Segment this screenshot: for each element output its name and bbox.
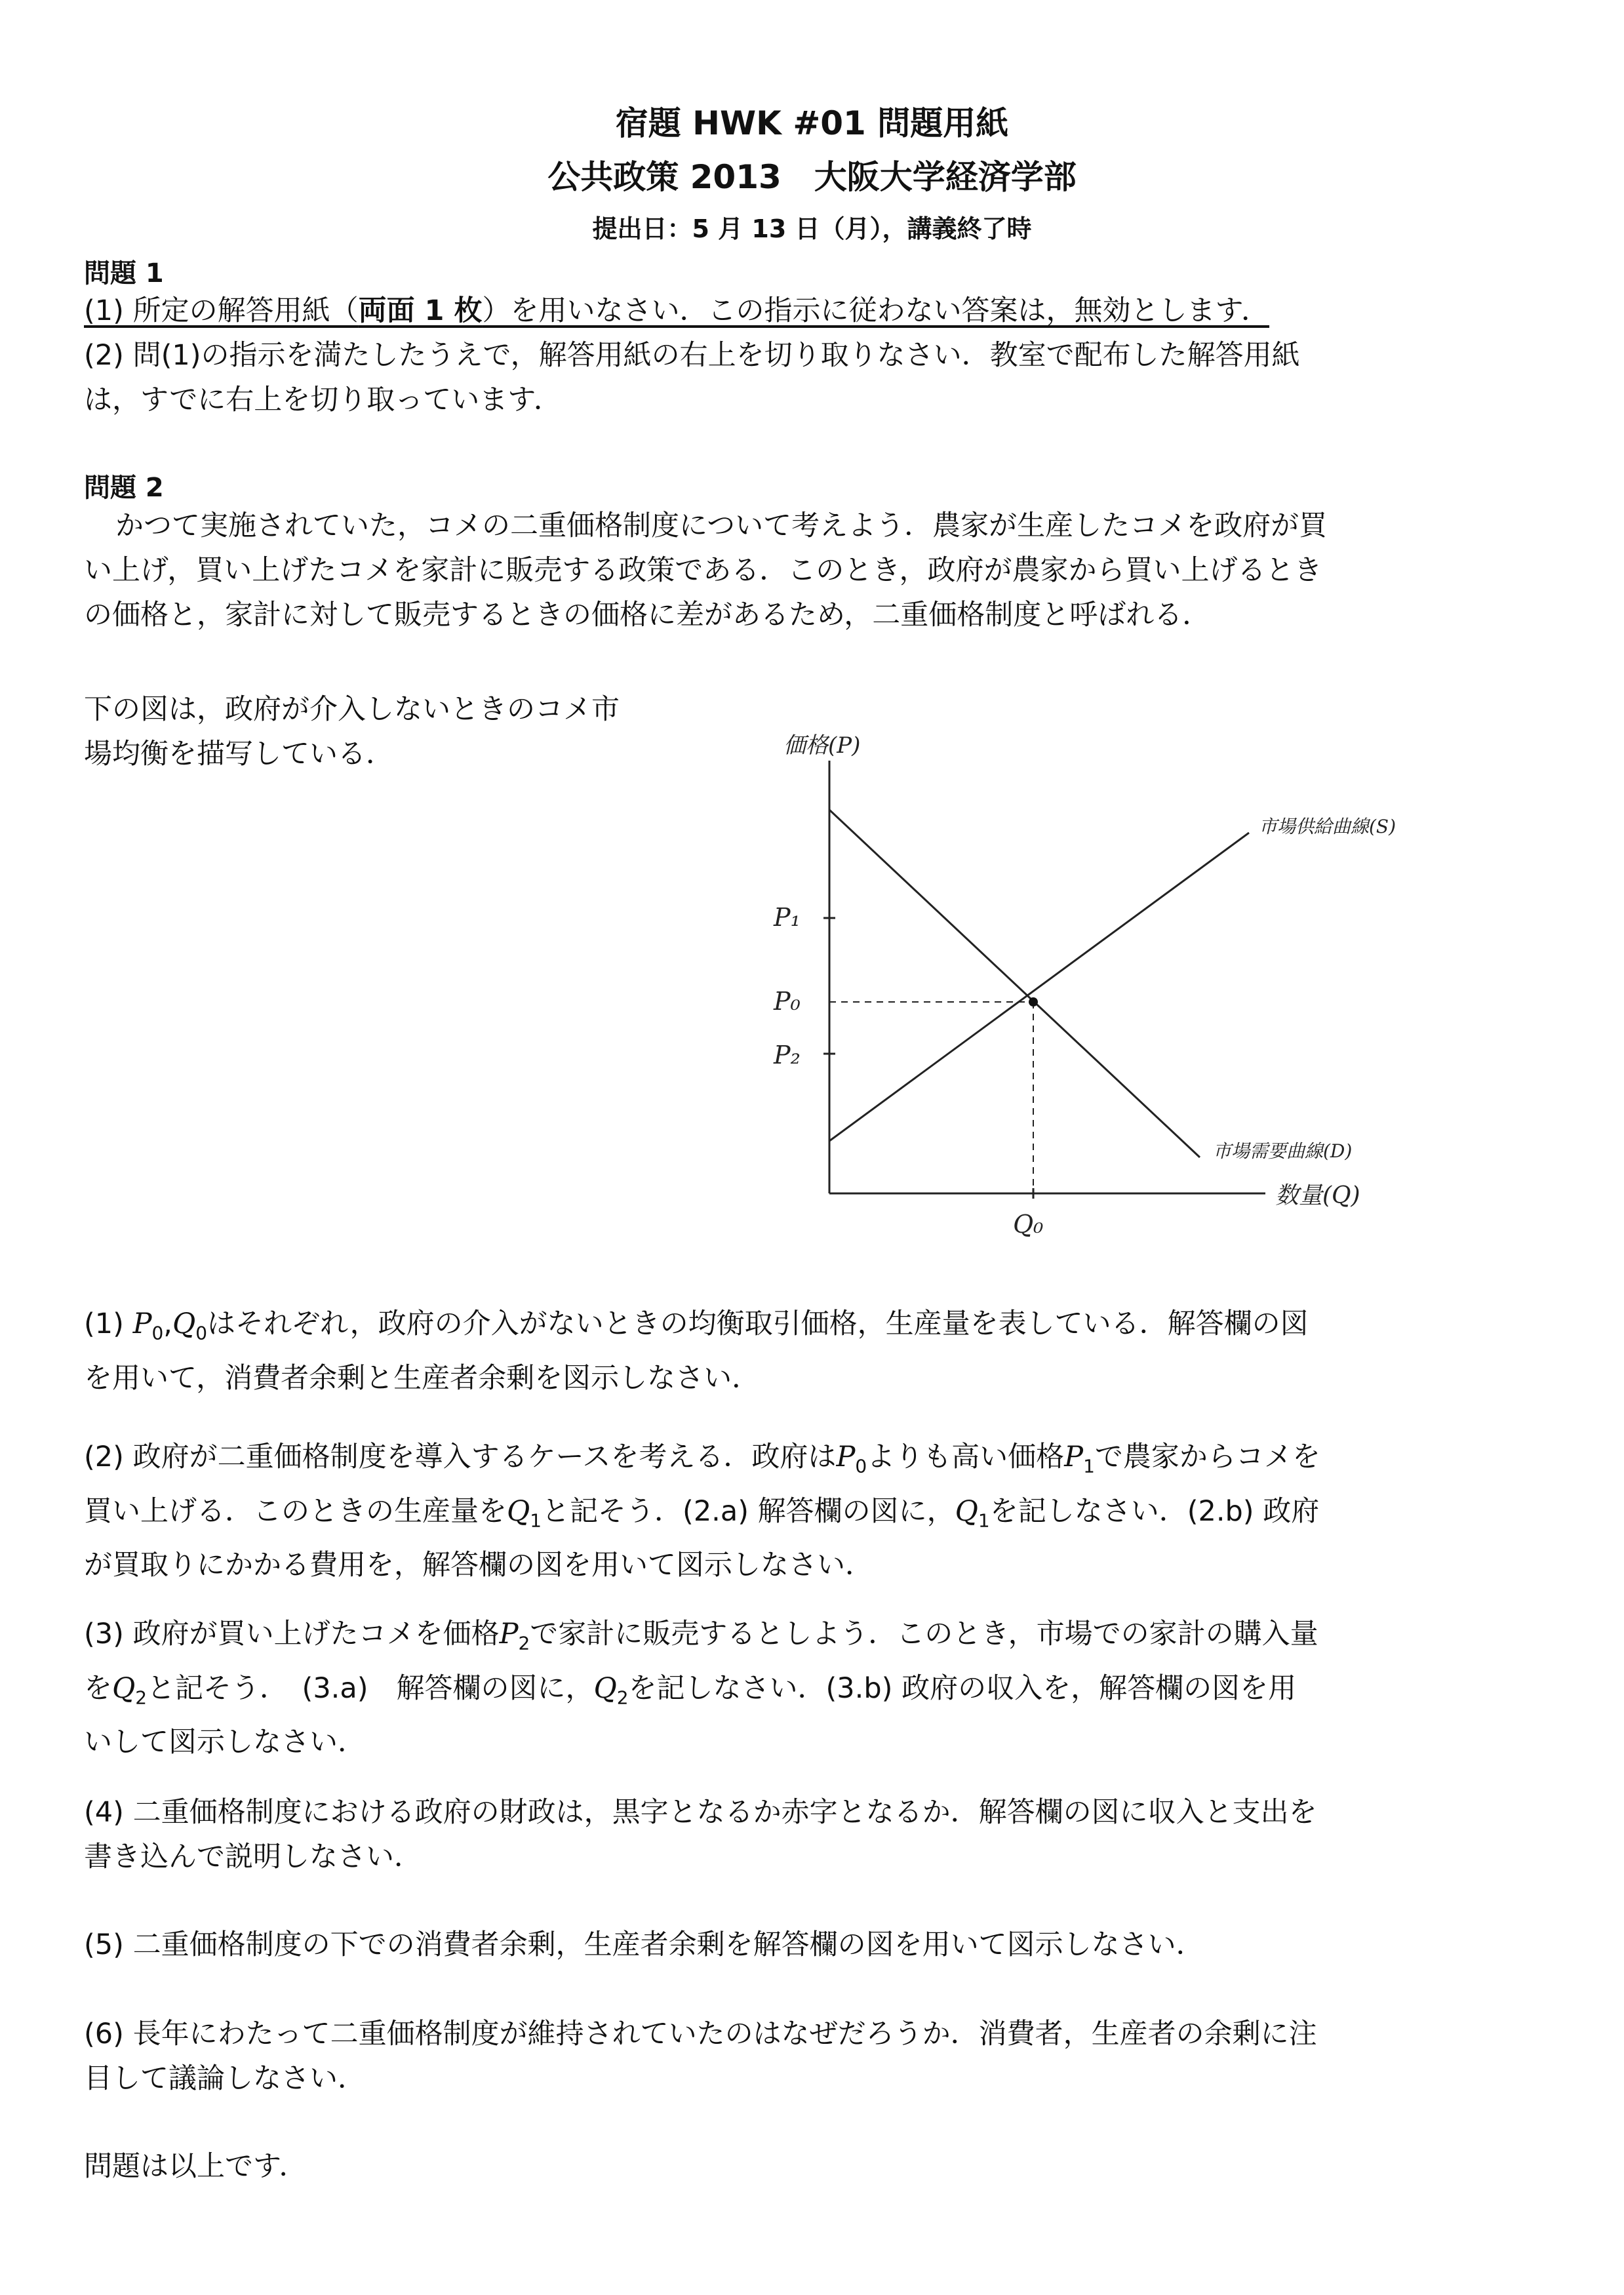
q1-heading: 問題 1 <box>84 258 164 289</box>
q1-item-2-line-1: (2) 問(1)の指示を満たしたうえで，解答用紙の右上を切り取りなさい．教室で配布した解答用紙 <box>84 339 1300 372</box>
subq-2-text-d: 買い上げる．このときの生産量を <box>84 1494 507 1528</box>
q1-item-1 <box>84 289 1526 333</box>
supply-curve <box>829 833 1249 1141</box>
y-axis-label: 価格(P) <box>783 732 861 759</box>
math-sub: 0 <box>195 1322 208 1344</box>
math-sub: 2 <box>518 1632 530 1654</box>
course-title: 公共政策 2013 大阪大学経済学部 <box>547 158 1077 196</box>
subq-2-line-1 <box>84 1435 1526 1489</box>
subq-2-text-b: よりも高い価格 <box>867 1441 1065 1473</box>
subq-3-text-d: と記そう． (3.a) 解答欄の図に， <box>147 1671 594 1705</box>
q1-item-2 <box>84 333 1526 422</box>
subq-6-line-2: 目して議論しなさい． <box>84 2062 366 2095</box>
subq-2-text-e: と記そう．(2.a) 解答欄の図に， <box>542 1494 955 1528</box>
subq-3-text-e: を記しなさい．(3.b) 政府の収入を，解答欄の図を用 <box>628 1671 1297 1705</box>
q2-intro-line-1: かつて実施されていた，コメの二重価格制度について考えよう．農家が生産したコメを政府が買 <box>115 509 1328 542</box>
subq-4-line-1: (4) 二重価格制度における政府の財政は，黒字となるか赤字となるか．解答欄の図に収入と支出を <box>84 1796 1317 1829</box>
subq-2-text-a: (2) 政府が二重価格制度を導入するケースを考える．政府は <box>84 1441 837 1473</box>
subq-6-line-1: (6) 長年にわたって二重価格制度が維持されていたのはなぜだろうか．消費者，生産者の余剰に注 <box>84 2018 1317 2050</box>
sheet-title: 宿題 HWK #01 問題用紙 <box>615 104 1009 142</box>
q1-item-2-line-2: は，すでに右上を切り取っています． <box>84 384 562 416</box>
subq-2-line-2 <box>84 1489 1526 1544</box>
q1-item-1-pre: (1) 所定の解答用紙（ <box>84 294 359 327</box>
p0-label: P₀ <box>774 987 801 1016</box>
subq-3-line-1 <box>84 1612 1526 1666</box>
subq-1-line-2: を用いて，消費者余剰と生産者余剰を図示しなさい． <box>84 1361 761 1395</box>
subq-2-text-c: で農家からコメを <box>1094 1441 1320 1473</box>
subq-2-text-f: を記しなさい．(2.b) 政府 <box>989 1494 1320 1528</box>
figure-caption-line-1: 下の図は，政府が介入しないときのコメ市 <box>84 693 620 726</box>
q1-item-1-underlined <box>84 294 1269 327</box>
demand-label: 市場需要曲線(D) <box>1213 1140 1353 1162</box>
subq-4 <box>84 1790 1526 1879</box>
q2-intro-line-2: い上げ，買い上げたコメを家計に販売する政策である．このとき，政府が農家から買い上げるとき <box>84 554 1322 587</box>
supply-label: 市場供給曲線(S) <box>1259 816 1396 837</box>
math-sub: 2 <box>616 1686 629 1709</box>
math-sub: 0 <box>151 1322 164 1344</box>
comma: , <box>163 1307 172 1340</box>
x-axis-label: 数量(Q) <box>1275 1182 1360 1209</box>
subq-3-text-a: (3) 政府が買い上げたコメを価格 <box>84 1618 500 1650</box>
subq-3-line-3: いして図示しなさい． <box>84 1726 366 1759</box>
subq-1-num: (1) <box>84 1307 133 1340</box>
subq-3-line-2 <box>84 1666 1526 1721</box>
figure-caption-line-2: 場均衡を描写している． <box>84 738 394 770</box>
subq-5 <box>84 1923 1526 1967</box>
math-sub: 1 <box>1083 1455 1095 1477</box>
subq-1-text: はそれぞれ，政府の介入がないときの均衡取引価格，生産量を表している．解答欄の図 <box>207 1307 1309 1340</box>
subq-1 <box>84 1302 1526 1401</box>
math-p: P <box>1064 1441 1084 1473</box>
math-q: Q <box>172 1307 196 1340</box>
subq-5-line-1: (5) 二重価格制度の下での消費者余剰，生産者余剰を解答欄の図を用いて図示しなさい． <box>84 1928 1204 1961</box>
math-q: Q <box>955 1494 978 1528</box>
subq-2-line-3: が買取りにかかる費用を，解答欄の図を用いて図示しなさい． <box>84 1549 873 1582</box>
math-q: Q <box>593 1671 617 1705</box>
math-sub: 1 <box>978 1509 990 1532</box>
q1-item-1-post: ）を用いなさい．この指示に従わない答案は，無効とします． <box>482 294 1270 327</box>
math-sub: 1 <box>530 1509 542 1532</box>
math-sub: 2 <box>135 1686 148 1709</box>
math-q: Q <box>112 1671 136 1705</box>
subq-3 <box>84 1612 1526 1765</box>
q1-item-1-bold: 両面 1 枚 <box>358 294 483 327</box>
market-equilibrium-figure <box>754 721 1508 1246</box>
subq-6 <box>84 2012 1526 2101</box>
q2-intro-line-3: の価格と，家計に対して販売するときの価格に差があるため，二重価格制度と呼ばれる． <box>84 599 1211 631</box>
subq-3-text-c: を <box>84 1671 112 1705</box>
q2-heading: 問題 2 <box>84 473 164 503</box>
p1-label: P₁ <box>774 903 801 932</box>
demand-curve <box>829 810 1200 1157</box>
q0-label: Q₀ <box>1013 1210 1044 1239</box>
q2-intro <box>84 504 1526 637</box>
equilibrium-point <box>1029 997 1038 1007</box>
math-p: P <box>132 1307 152 1340</box>
deadline: 提出日：5 月 13 日（月），講義終了時 <box>592 214 1032 243</box>
subq-4-line-2: 書き込んで説明しなさい． <box>84 1841 422 1873</box>
subq-1-line-1 <box>84 1302 1526 1356</box>
p2-label: P₂ <box>774 1041 801 1069</box>
closing-note: 問題は以上です． <box>84 2150 307 2183</box>
math-q: Q <box>507 1494 530 1528</box>
subq-3-text-b: で家計に販売するとしよう．このとき，市場での家計の購入量 <box>530 1618 1318 1650</box>
math-p: P <box>499 1618 519 1650</box>
math-p: P <box>836 1441 856 1473</box>
math-sub: 0 <box>855 1455 867 1477</box>
subq-2 <box>84 1435 1526 1587</box>
